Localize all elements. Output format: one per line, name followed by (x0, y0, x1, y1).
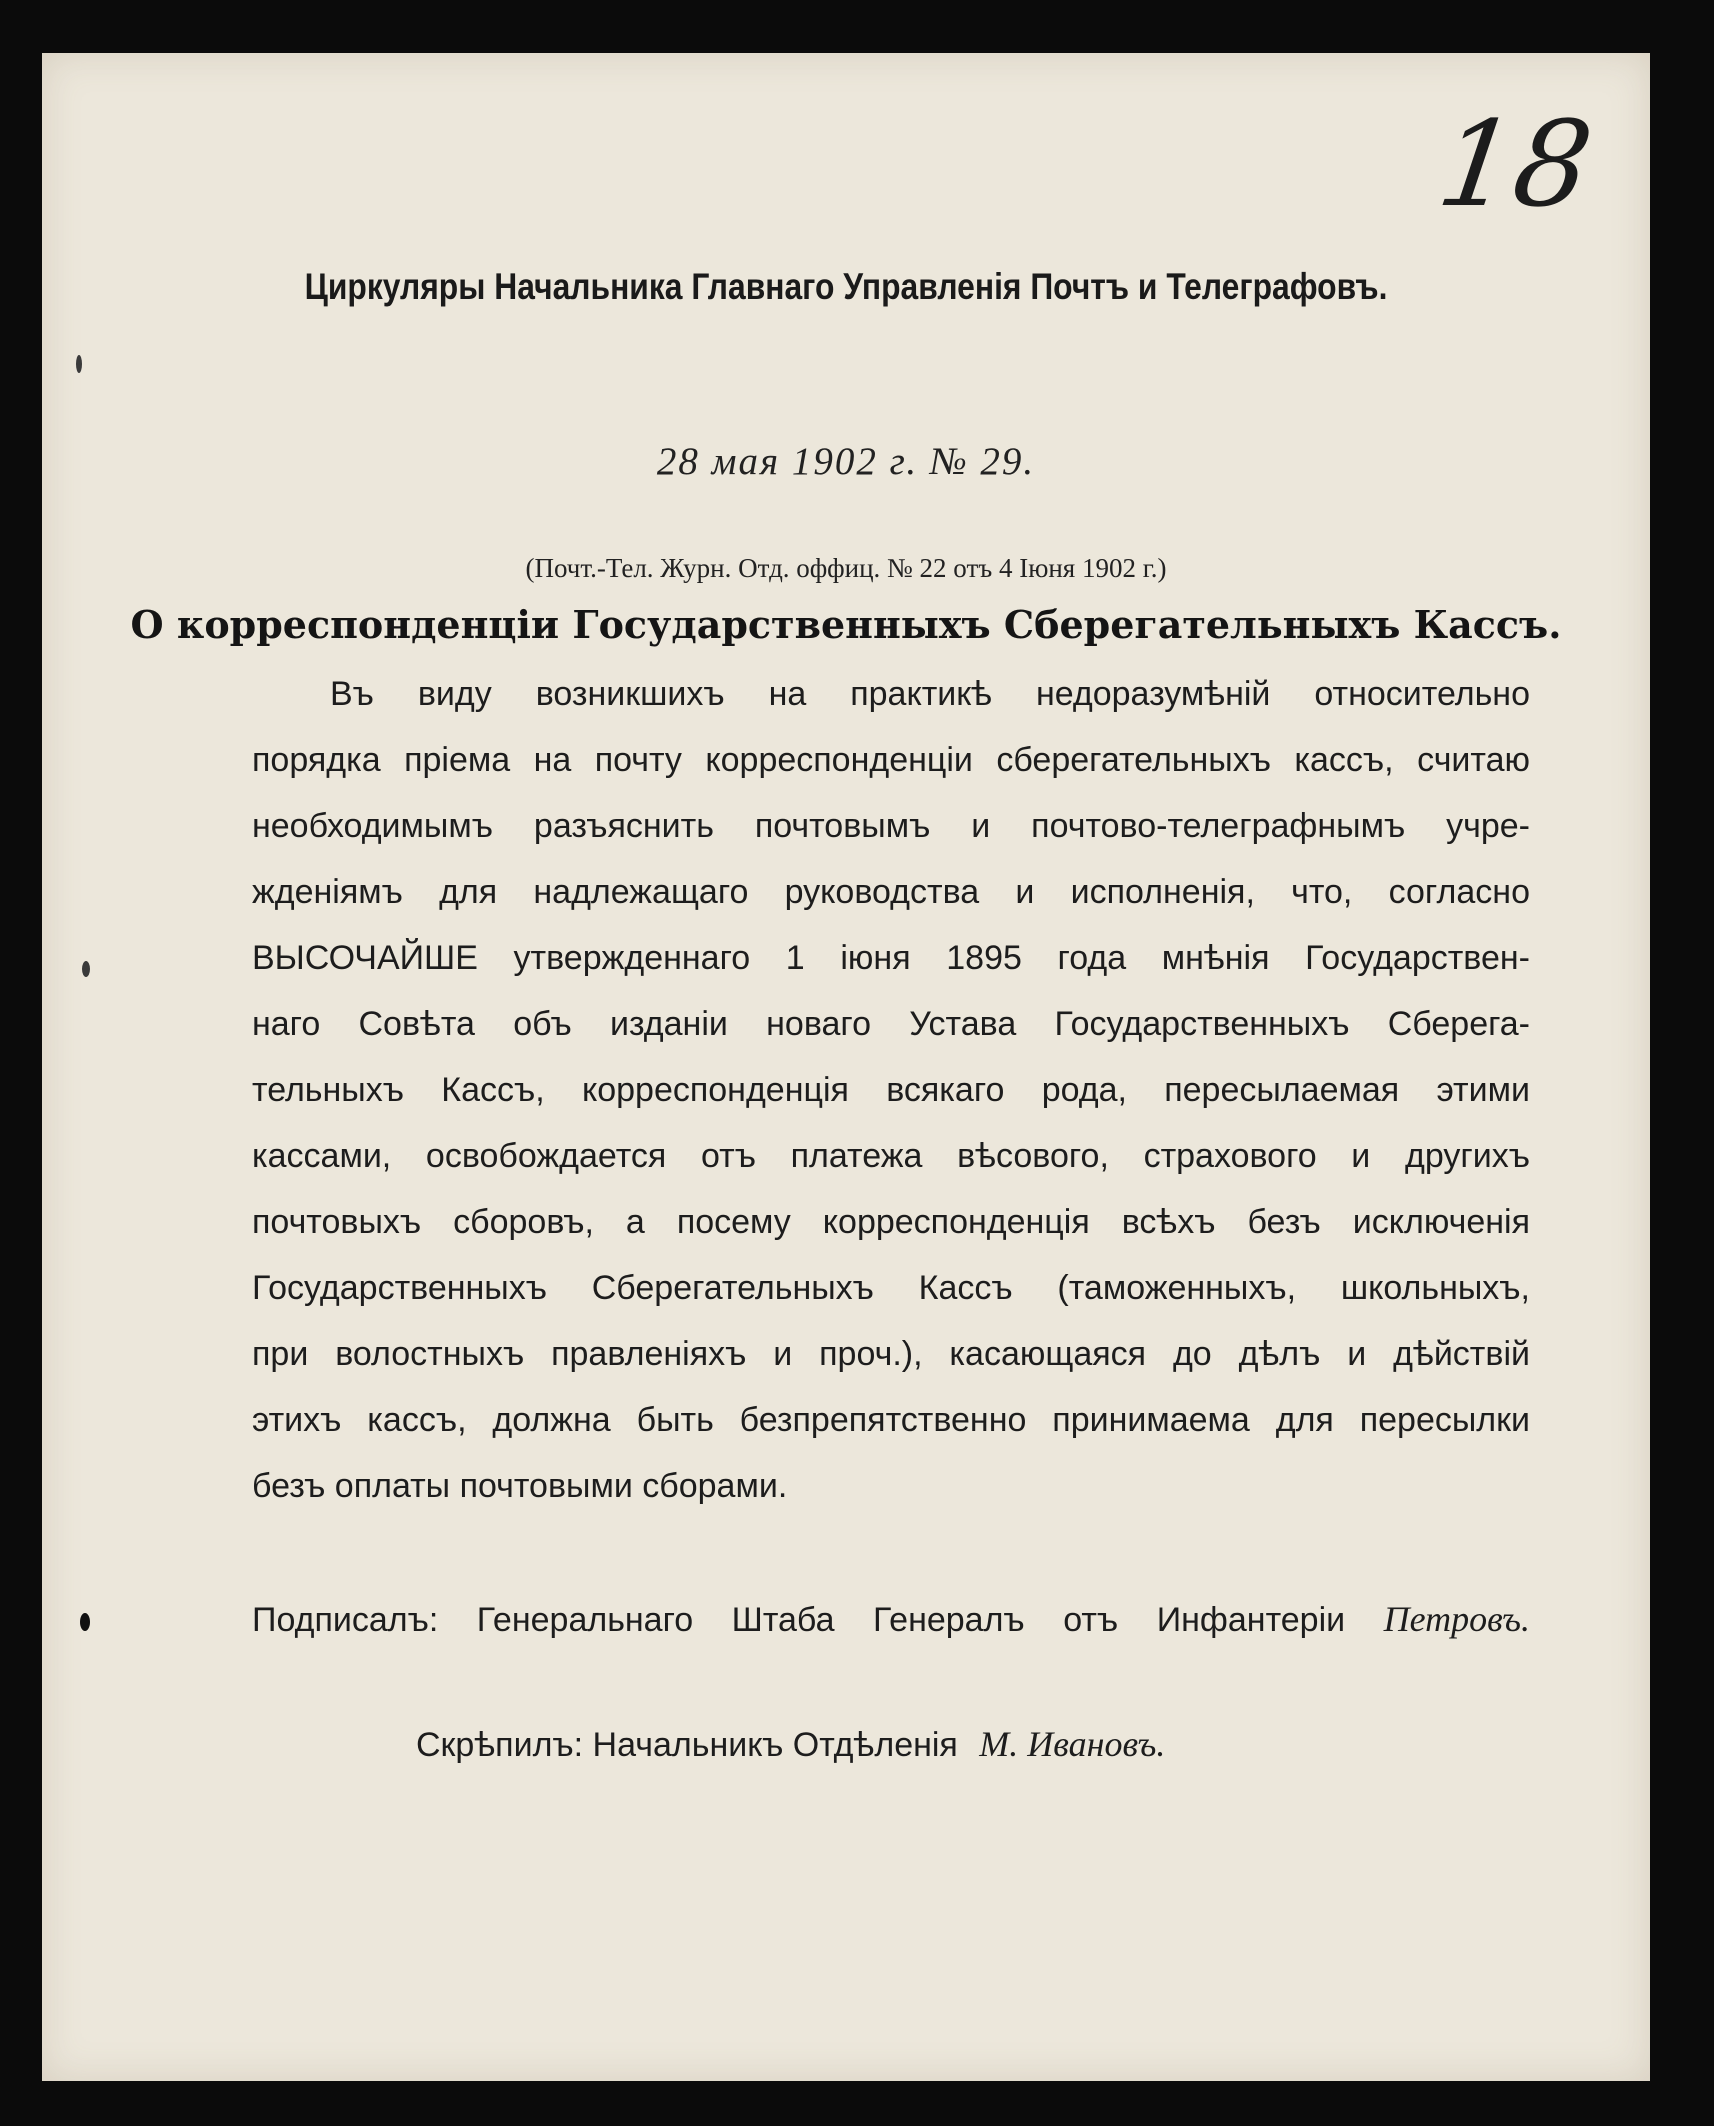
document-page (42, 53, 1650, 2081)
body-line: необходимымъ разъяснить почтовымъ и почтово-телеграфнымъ учре- (252, 807, 1530, 845)
body-line: безъ оплаты почтовыми сборами. (252, 1467, 788, 1505)
body-line: Въ виду возникшихъ на практикѣ недоразумѣній относительно (330, 675, 1530, 713)
countersigned-by (416, 1723, 1165, 1765)
countersigned-label: Скрѣпилъ: Начальникъ Отдѣленія (416, 1726, 958, 1764)
body-line: кассами, освобождается отъ платежа вѣсового, страхового и другихъ (252, 1137, 1530, 1175)
signed-by (252, 1598, 1530, 1640)
circular-dateline: 28 мая 1902 г. № 29. (656, 440, 1036, 483)
body-line: почтовыхъ сборовъ, а посему корреспонденція всѣхъ безъ исключенія (252, 1203, 1530, 1241)
body-line: при волостныхъ правленіяхъ и проч.), касающаяся до дѣлъ и дѣйствій (252, 1335, 1530, 1373)
circular-heading: Циркуляры Начальника Главнаго Управленія Почтъ и Телеграфовъ. (304, 266, 1388, 307)
binding-hole (80, 1613, 90, 1631)
body-line: тельныхъ Кассъ, корреспонденція всякаго рода, пересылаемая этими (252, 1071, 1530, 1109)
countersigned-name: М. Ивановъ. (979, 1724, 1166, 1764)
source-note: (Почт.-Тел. Журн. Отд. оффиц. № 22 отъ 4 Іюня 1902 г.) (525, 553, 1167, 583)
body-line: порядка пріема на почту корреспонденціи сберегательныхъ кассъ, считаю (252, 741, 1530, 779)
body-line: этихъ кассъ, должна быть безпрепятственно принимаема для пересылки (252, 1401, 1530, 1439)
signed-label: Подписалъ: Генеральнаго Штаба Генералъ отъ Инфантеріи (252, 1601, 1346, 1639)
body-line: Государственныхъ Сберегательныхъ Кассъ (таможенныхъ, школьныхъ, (252, 1269, 1530, 1307)
body-line: наго Совѣта объ изданіи новаго Устава Государственныхъ Сберега- (252, 1005, 1530, 1043)
folio-number: 18 (1430, 95, 1600, 233)
binding-hole (82, 961, 90, 977)
circular-subject: О корреспонденціи Государственныхъ Сберегательныхъ Кассъ. (130, 602, 1562, 647)
signed-name: Петровъ. (1383, 1599, 1530, 1639)
body-line: жденіямъ для надлежащаго руководства и исполненія, что, согласно (252, 873, 1530, 911)
body-line: ВЫСОЧАЙШЕ утвержденнаго 1 іюня 1895 года мнѣнія Государствен- (252, 939, 1530, 977)
binding-hole (76, 355, 82, 373)
